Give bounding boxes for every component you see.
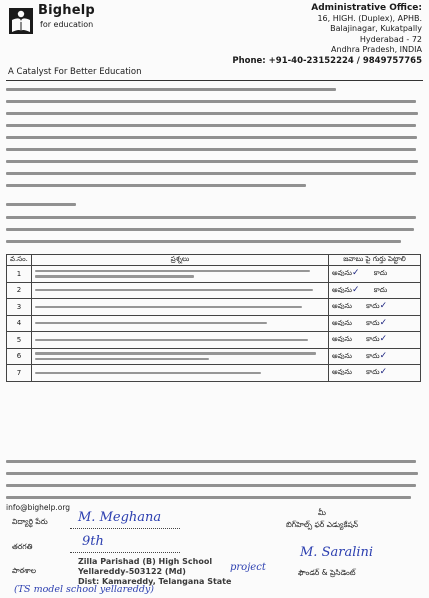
answer-no: కాదు bbox=[366, 368, 380, 377]
table-row bbox=[7, 299, 421, 316]
answer-yes: అవును bbox=[332, 335, 352, 344]
check-mark-icon: ✓ bbox=[379, 367, 388, 378]
organization-name: బిగ్‌హెల్ప్ ఫర్ ఎడ్యుకేషన్ bbox=[286, 520, 359, 529]
answer-yes: అవును bbox=[332, 269, 352, 278]
answer-cell bbox=[329, 299, 421, 316]
question-text bbox=[31, 315, 328, 332]
address-block bbox=[212, 3, 422, 66]
brand-name: Bighelp bbox=[38, 3, 95, 18]
brand-subtitle: for education bbox=[40, 20, 94, 29]
answer-yes: అవును bbox=[332, 318, 352, 327]
check-mark-icon: ✓ bbox=[379, 334, 388, 345]
answer-no: కాదు bbox=[373, 269, 388, 278]
answer-yes: అవును bbox=[332, 302, 352, 311]
table-row bbox=[7, 315, 421, 332]
answer-no: కాదు bbox=[366, 335, 380, 344]
table-header bbox=[7, 255, 421, 266]
table-row bbox=[7, 365, 421, 382]
address-line: Andhra Pradesh, INDIA bbox=[331, 45, 422, 54]
answer-no: కాదు bbox=[373, 285, 388, 294]
row-number: 4 bbox=[7, 315, 32, 332]
answer-no: కాదు bbox=[366, 351, 380, 360]
row-number: 3 bbox=[7, 299, 32, 316]
check-mark-icon: ✓ bbox=[379, 350, 388, 361]
row-number: 5 bbox=[7, 332, 32, 349]
answer-yes: అవును bbox=[332, 351, 352, 360]
table-row bbox=[7, 266, 421, 283]
row-number: 7 bbox=[7, 365, 32, 382]
questions-table bbox=[6, 254, 421, 382]
answer-cell bbox=[329, 266, 421, 283]
stamp-line: Dist: Kamareddy, Telangana State bbox=[78, 577, 232, 586]
question-text bbox=[31, 365, 328, 382]
answer-cell bbox=[329, 332, 421, 349]
col-number-header: వ.సం. bbox=[7, 255, 32, 266]
col-answer-header: జవాబు పై గుర్తు పెట్టాలి bbox=[329, 255, 421, 266]
email-address: info@bighelp.org bbox=[6, 503, 71, 512]
answer-cell bbox=[329, 348, 421, 365]
check-mark-icon: ✓ bbox=[351, 284, 360, 295]
question-text bbox=[31, 332, 328, 349]
address-line: Balajinagar, Kukatpally bbox=[330, 24, 422, 33]
office-heading: Administrative Office: bbox=[311, 3, 422, 13]
row-number: 2 bbox=[7, 282, 32, 299]
check-mark-icon: ✓ bbox=[379, 317, 388, 328]
bighelp-logo-icon bbox=[8, 5, 34, 35]
school-note-handwritten: (TS model school yellareddy) bbox=[14, 584, 154, 595]
stamp-line: Zilla Parishad (B) High School bbox=[78, 557, 213, 566]
class-underline bbox=[70, 552, 180, 553]
question-text bbox=[31, 282, 328, 299]
question-text bbox=[31, 348, 328, 365]
table-row bbox=[7, 282, 421, 299]
closing-label: మీ bbox=[318, 508, 326, 517]
project-handwritten: project bbox=[230, 562, 266, 573]
answer-yes: అవును bbox=[332, 368, 352, 377]
founder-signature: M. Saralini bbox=[300, 545, 374, 560]
check-mark-icon: ✓ bbox=[379, 301, 388, 312]
answer-cell bbox=[329, 282, 421, 299]
name-underline bbox=[70, 528, 180, 529]
table-row bbox=[7, 332, 421, 349]
tagline: A Catalyst For Better Education bbox=[8, 67, 142, 77]
answer-cell bbox=[329, 365, 421, 382]
answer-cell bbox=[329, 315, 421, 332]
address-line: 16, HIGH. (Duplex), APHB. bbox=[317, 13, 422, 23]
col-question-header: ప్రశ్నలు bbox=[31, 255, 328, 266]
address-line: Hyderabad - 72 bbox=[359, 34, 422, 44]
question-text bbox=[31, 299, 328, 316]
phone-number: Phone: +91-40-23152224 / 9849757765 bbox=[232, 55, 422, 66]
label-class: తరగతి bbox=[12, 542, 33, 551]
answer-no: కాదు bbox=[366, 318, 380, 327]
table-row bbox=[7, 348, 421, 365]
row-number: 1 bbox=[7, 266, 32, 283]
student-name-handwritten: M. Meghana bbox=[78, 510, 162, 525]
school-stamp bbox=[78, 557, 231, 587]
row-number: 6 bbox=[7, 348, 32, 365]
stamp-line: Yellareddy-503122 (Md) bbox=[78, 567, 186, 576]
student-class-handwritten: 9th bbox=[82, 534, 104, 549]
check-mark-icon: ✓ bbox=[351, 268, 360, 279]
answer-yes: అవును bbox=[332, 285, 352, 294]
answer-no: కాదు bbox=[366, 302, 380, 311]
divider bbox=[6, 80, 423, 81]
question-text bbox=[31, 266, 328, 283]
label-student-name: విద్యార్థి పేరు bbox=[12, 517, 48, 526]
founder-title: ఫౌండర్ & ప్రెసిడెంట్ bbox=[298, 568, 356, 577]
label-school: పాఠశాల bbox=[12, 566, 37, 575]
